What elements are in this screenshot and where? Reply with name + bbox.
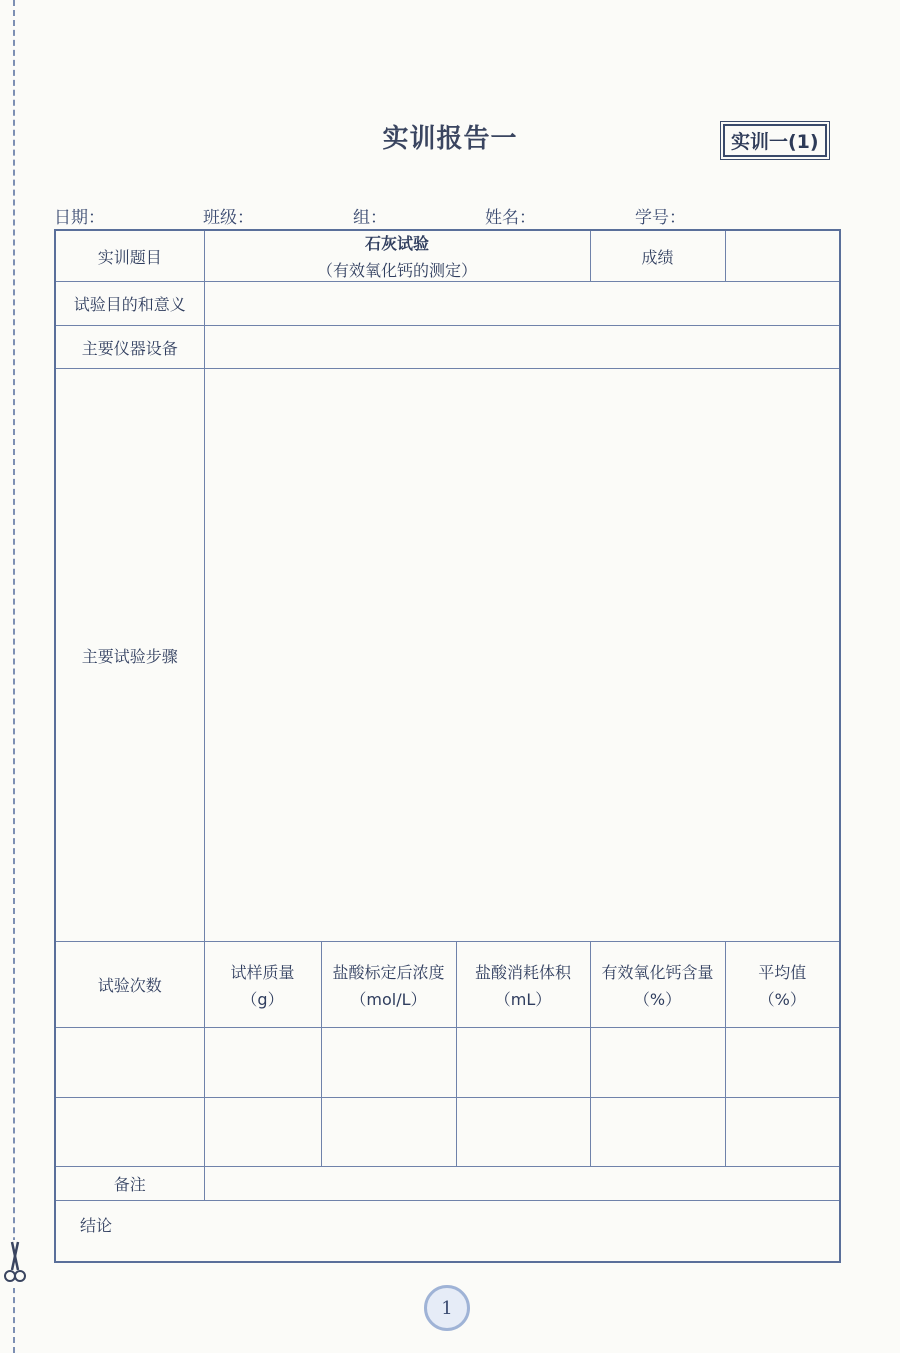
date-label: 日期： bbox=[54, 208, 105, 228]
steps-value[interactable] bbox=[204, 369, 840, 942]
training-title-value: 石灰试验 bbox=[364, 234, 429, 253]
hcl-volume-label: 盐酸消耗体积 bbox=[474, 962, 571, 982]
hcl-conc-unit: （mol/L） bbox=[350, 989, 427, 1009]
row-remarks bbox=[55, 1167, 840, 1201]
purpose-label: 试验目的和意义 bbox=[55, 282, 204, 326]
data-cell[interactable] bbox=[590, 1098, 725, 1167]
sample-mass-label: 试样质量 bbox=[230, 962, 295, 982]
scissors-icon bbox=[3, 1240, 27, 1288]
steps-label: 主要试验步骤 bbox=[55, 369, 204, 942]
conclusion-cell[interactable] bbox=[55, 1201, 840, 1262]
hcl-conc-header bbox=[321, 942, 456, 1028]
data-cell[interactable] bbox=[204, 1098, 321, 1167]
table-row bbox=[55, 1028, 840, 1098]
data-cell[interactable] bbox=[204, 1028, 321, 1098]
cut-line bbox=[13, 0, 15, 1353]
row-data-header bbox=[55, 942, 840, 1028]
cao-content-header bbox=[590, 942, 725, 1028]
page-number: 1 bbox=[424, 1285, 470, 1331]
hcl-volume-unit: （mL） bbox=[494, 989, 552, 1009]
data-cell[interactable] bbox=[725, 1098, 840, 1167]
training-title-label: 实训题目 bbox=[55, 230, 204, 282]
conclusion-label: 结论 bbox=[80, 1216, 113, 1235]
data-cell[interactable] bbox=[456, 1098, 590, 1167]
data-cell[interactable] bbox=[590, 1028, 725, 1098]
table-row bbox=[55, 1098, 840, 1167]
report-table bbox=[54, 229, 841, 1263]
grade-label: 成绩 bbox=[590, 230, 725, 282]
purpose-value[interactable] bbox=[204, 282, 840, 326]
training-title-sub: （有效氧化钙的测定） bbox=[316, 261, 477, 280]
sample-mass-unit: （g） bbox=[241, 989, 284, 1009]
name-label: 姓名： bbox=[485, 208, 536, 228]
remarks-label: 备注 bbox=[55, 1167, 204, 1201]
equipment-value[interactable] bbox=[204, 326, 840, 369]
cao-content-unit: （%） bbox=[633, 989, 682, 1009]
average-unit: （%） bbox=[758, 989, 806, 1009]
remarks-value[interactable] bbox=[204, 1167, 840, 1201]
training-tag: 实训一(1) bbox=[723, 124, 827, 157]
row-training-title bbox=[55, 230, 840, 282]
row-steps bbox=[55, 369, 840, 942]
hcl-conc-label: 盐酸标定后浓度 bbox=[332, 962, 445, 982]
group-label: 组： bbox=[353, 208, 387, 228]
data-cell[interactable] bbox=[55, 1028, 204, 1098]
row-conclusion bbox=[55, 1201, 840, 1262]
equipment-label: 主要仪器设备 bbox=[55, 326, 204, 369]
cao-content-label: 有效氧化钙含量 bbox=[601, 962, 714, 982]
average-label: 平均值 bbox=[758, 962, 807, 982]
data-cell[interactable] bbox=[725, 1028, 840, 1098]
data-cell[interactable] bbox=[55, 1098, 204, 1167]
average-header bbox=[725, 942, 840, 1028]
class-label: 班级： bbox=[203, 208, 254, 228]
data-cell[interactable] bbox=[321, 1028, 456, 1098]
sample-mass-header bbox=[204, 942, 321, 1028]
row-purpose bbox=[55, 282, 840, 326]
data-cell[interactable] bbox=[321, 1098, 456, 1167]
trial-no-header: 试验次数 bbox=[55, 942, 204, 1028]
row-equipment bbox=[55, 326, 840, 369]
grade-value[interactable] bbox=[725, 230, 840, 282]
training-title-cell bbox=[204, 230, 590, 282]
page-title: 实训报告一 bbox=[382, 124, 518, 154]
student-id-label: 学号： bbox=[635, 208, 686, 228]
data-cell[interactable] bbox=[456, 1028, 590, 1098]
hcl-volume-header bbox=[456, 942, 590, 1028]
